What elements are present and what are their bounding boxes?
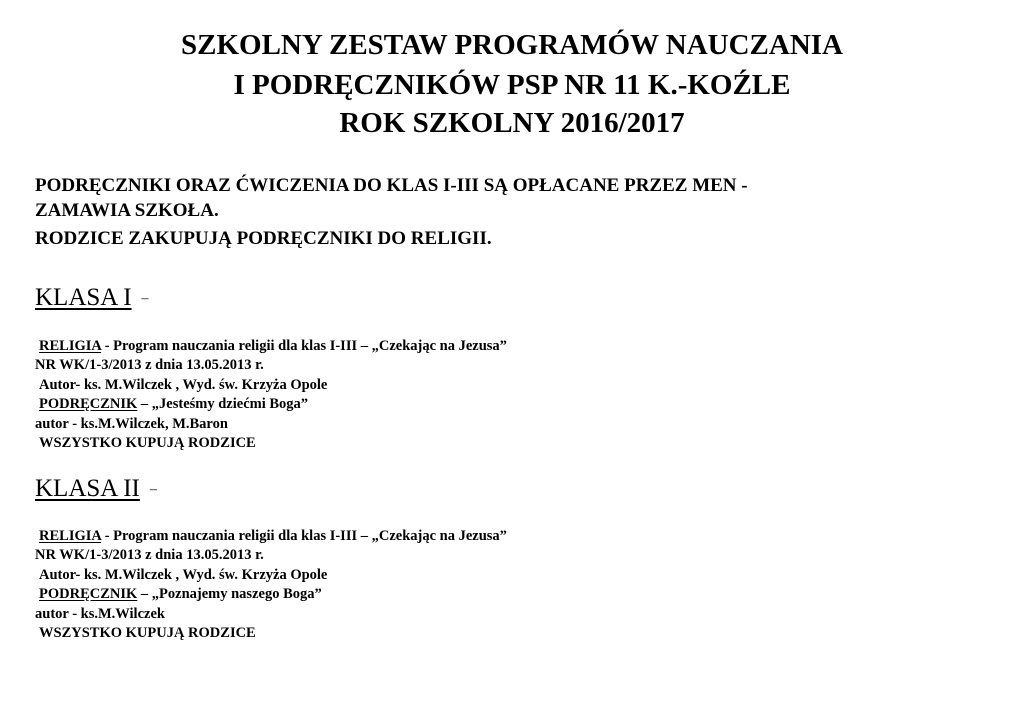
- class-2-program-author: Autor- ks. M.Wilczek , Wyd. św. Krzyża Opole: [39, 567, 328, 583]
- class-1-program-author: Autor- ks. M.Wilczek , Wyd. św. Krzyża Opole: [39, 377, 328, 393]
- class-2-program-text: - Program nauczania religii dla klas I-III – „Czekając na Jezusa”: [101, 528, 507, 544]
- document-title-line-1: SZKOLNY ZESTAW PROGRAMÓW NAUCZANIA: [181, 29, 843, 61]
- document-title-line-2: I PODRĘCZNIKÓW PSP NR 11 K.-KOŹLE: [233, 69, 791, 101]
- class-2-program-number: NR WK/1-3/2013 z dnia 13.05.2013 r.: [35, 547, 264, 563]
- class-1-heading: [35, 283, 149, 314]
- class-2-textbook-title: – „Poznajemy naszego Boga”: [137, 586, 322, 602]
- class-1-textbook: [39, 395, 308, 413]
- class-2-dash: –: [149, 482, 157, 498]
- class-2-heading: [35, 474, 157, 505]
- notice-line-2: ZAMAWIA SZKOŁA.: [35, 200, 219, 221]
- class-2-purchase-note: WSZYSTKO KUPUJĄ RODZICE: [39, 625, 256, 641]
- document-title-line-3: ROK SZKOLNY 2016/2017: [339, 107, 685, 139]
- class-1-religion-program: [39, 337, 507, 355]
- class-1-textbook-title: – „Jesteśmy dziećmi Boga”: [137, 396, 309, 412]
- notice-line-3: RODZICE ZAKUPUJĄ PODRĘCZNIKI DO RELIGII.: [35, 228, 492, 249]
- class-1-dash: –: [141, 291, 149, 307]
- class-2-textbook-author: autor - ks.M.Wilczek: [35, 606, 165, 622]
- class-1-textbook-author: autor - ks.M.Wilczek, M.Baron: [35, 416, 228, 432]
- class-1-program-number: NR WK/1-3/2013 z dnia 13.05.2013 r.: [35, 357, 264, 373]
- notice-line-1: PODRĘCZNIKI ORAZ ĆWICZENIA DO KLAS I-III SĄ OPŁACANE PRZEZ MEN -: [35, 175, 748, 196]
- class-1-religion-label: RELIGIA: [39, 338, 102, 354]
- class-1-purchase-note: WSZYSTKO KUPUJĄ RODZICE: [39, 435, 256, 451]
- class-1-program-text: - Program nauczania religii dla klas I-III – „Czekając na Jezusa”: [101, 338, 507, 354]
- class-2-religion-label: RELIGIA: [39, 528, 102, 544]
- class-1-name: KLASA I: [35, 284, 132, 311]
- class-2-textbook: [39, 585, 322, 603]
- class-2-religion-program: [39, 527, 507, 545]
- class-2-name: KLASA II: [35, 475, 140, 502]
- class-2-textbook-label: PODRĘCZNIK: [39, 586, 138, 602]
- class-1-textbook-label: PODRĘCZNIK: [39, 396, 138, 412]
